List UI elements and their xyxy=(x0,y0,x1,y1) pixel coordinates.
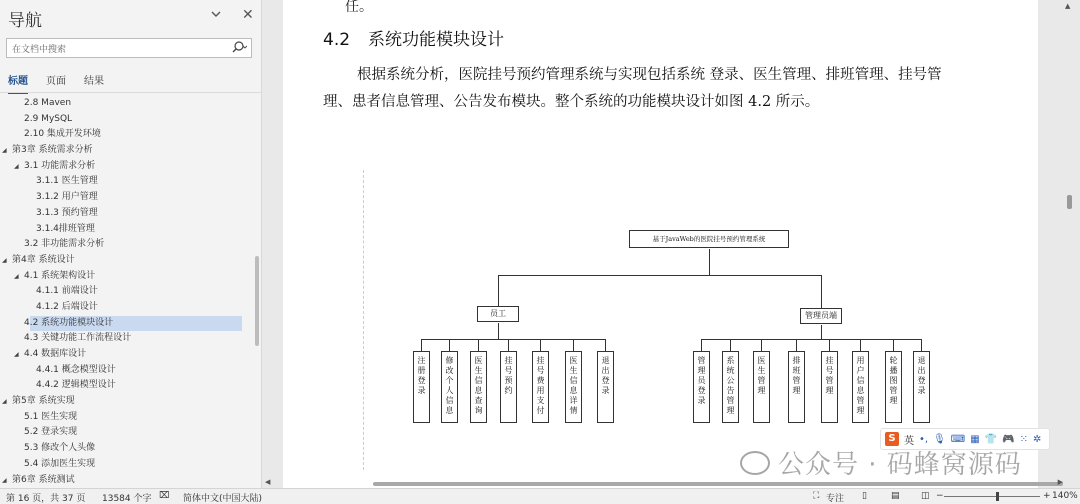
document-scroll-thumb[interactable] xyxy=(1067,195,1072,209)
navigation-pane xyxy=(0,0,262,488)
section-title: 系统功能模块设计 xyxy=(368,30,505,50)
connector-line xyxy=(421,339,422,351)
nav-heading-item[interactable] xyxy=(0,284,262,300)
zoom-out-icon[interactable]: − xyxy=(936,491,944,501)
diagram-leaf-staff: 医生信息查询 xyxy=(470,351,487,423)
scroll-left-icon[interactable]: ◀ xyxy=(265,478,271,486)
diagram-leaf-staff: 医生信息详情 xyxy=(565,351,582,423)
diagram-leaf-staff: 修改个人信息 xyxy=(441,351,458,423)
apps-icon[interactable]: ⁙ xyxy=(1019,433,1028,445)
connector-line xyxy=(540,339,541,351)
nav-heading-item[interactable] xyxy=(0,378,262,394)
connector-line xyxy=(498,275,821,276)
nav-heading-item[interactable] xyxy=(0,112,262,128)
focus-mode-button[interactable]: 专注 xyxy=(826,494,845,504)
divider xyxy=(0,92,262,93)
connector-line xyxy=(701,339,921,340)
connector-line xyxy=(829,339,830,351)
diagram-root-node: 基于JavaWeb的医院挂号预约管理系统 xyxy=(629,230,789,248)
nav-heading-item[interactable] xyxy=(0,222,262,238)
status-bar xyxy=(0,488,1080,504)
nav-heading-item[interactable] xyxy=(0,190,262,206)
zoom-level[interactable]: 140% xyxy=(1052,491,1078,501)
grid-icon[interactable]: ▦ xyxy=(970,433,980,445)
diagram-leaf-staff: 注册登录 xyxy=(413,351,430,423)
diagram-group-staff: 员工 xyxy=(477,306,519,322)
nav-heading-item[interactable] xyxy=(0,457,262,473)
connector-line xyxy=(921,339,922,351)
diagram-leaf-admin: 用户信息管理 xyxy=(852,351,869,423)
connector-line xyxy=(796,339,797,351)
connector-line xyxy=(498,323,499,339)
nav-heading-label: 4.3 关键功能工作流程设计 xyxy=(24,333,132,344)
nav-title: 导航 xyxy=(8,11,42,31)
nav-heading-label: 第5章 系统实现 xyxy=(12,396,75,407)
connector-line xyxy=(498,275,499,306)
nav-heading-label: 第6章 系统测试 xyxy=(12,474,75,485)
nav-heading-label: 3.1.3 预约管理 xyxy=(36,207,98,218)
heading-tree xyxy=(0,96,262,488)
expand-arrow-icon[interactable]: ◢ xyxy=(14,351,19,358)
connector-line xyxy=(478,339,479,351)
tab-pages[interactable]: 页面 xyxy=(46,76,66,87)
expand-arrow-icon[interactable]: ◢ xyxy=(14,162,19,170)
expand-arrow-icon[interactable]: ◢ xyxy=(14,272,19,280)
search-placeholder: 在文档中搜索 xyxy=(12,45,67,55)
nav-heading-label: 第4章 系统设计 xyxy=(12,254,75,265)
nav-heading-item[interactable] xyxy=(0,441,262,457)
proofing-icon[interactable]: ⌧ xyxy=(159,491,170,501)
diagram-leaf-admin: 管理员登录 xyxy=(693,351,710,423)
diagram-leaf-admin: 挂号管理 xyxy=(821,351,838,423)
nav-scrollbar[interactable] xyxy=(254,96,260,476)
nav-heading-label: 4.1.2 后端设计 xyxy=(36,301,98,312)
nav-heading-label: 5.2 登录实现 xyxy=(24,427,78,438)
nav-heading-item[interactable] xyxy=(0,269,262,285)
section-heading xyxy=(323,25,504,50)
punctuation-icon[interactable]: •, xyxy=(919,433,929,445)
tab-headings[interactable]: 标题 xyxy=(8,72,28,94)
nav-heading-item[interactable] xyxy=(0,473,262,489)
diagram-leaf-admin: 排班管理 xyxy=(788,351,805,423)
nav-heading-item[interactable] xyxy=(0,425,262,441)
connector-line xyxy=(605,339,606,351)
nav-heading-item[interactable] xyxy=(0,347,262,363)
body-paragraph: 根据系统分析，医院挂号预约管理系统与实现包括系统 登录、医生管理、排班管理、挂号管理、患者信息管理、公告发布模块。整个系统的功能模块设计如图 4.2 所示。 xyxy=(323,67,942,110)
search-icon[interactable] xyxy=(231,40,247,57)
diagram-leaf-admin: 退出登录 xyxy=(913,351,930,423)
nav-heading-label: 4.4.1 概念模型设计 xyxy=(36,364,116,375)
nav-heading-label: 5.4 添加医生实现 xyxy=(24,458,96,469)
nav-heading-item[interactable] xyxy=(24,316,242,332)
scroll-right-icon[interactable]: ▶ xyxy=(1057,478,1063,486)
nav-heading-label: 第3章 系统需求分析 xyxy=(12,145,93,156)
nav-heading-item[interactable] xyxy=(0,394,262,410)
connector-line xyxy=(449,339,450,351)
document-vertical-scrollbar[interactable] xyxy=(1063,0,1077,488)
nav-heading-label: 4.4.2 逻辑模型设计 xyxy=(36,380,116,391)
nav-tabs xyxy=(8,72,122,94)
nav-heading-label: 4.4 数据库设计 xyxy=(24,349,87,359)
connector-line xyxy=(709,249,710,275)
diagram-leaf-staff: 挂号预约 xyxy=(500,351,517,423)
close-icon[interactable]: ✕ xyxy=(242,7,254,23)
connector-line xyxy=(573,339,574,351)
nav-heading-label: 3.1.2 用户管理 xyxy=(36,192,98,203)
nav-heading-item[interactable] xyxy=(0,206,262,222)
keyboard-icon[interactable]: ⌨ xyxy=(950,433,966,445)
diagram-leaf-staff: 退出登录 xyxy=(597,351,614,423)
web-layout-icon[interactable]: ◫ xyxy=(921,491,930,501)
scroll-up-icon[interactable]: ▲ xyxy=(1065,2,1071,10)
diagram-leaf-staff: 挂号费用支付 xyxy=(532,351,549,423)
document-page xyxy=(283,0,1038,488)
nav-heading-label: 5.1 医生实现 xyxy=(24,411,78,422)
connector-line xyxy=(761,339,762,351)
page-count[interactable]: 第 16 页，共 37 页 xyxy=(6,494,86,504)
expand-arrow-icon[interactable]: ◢ xyxy=(2,476,7,484)
expand-arrow-icon[interactable]: ◢ xyxy=(2,398,7,406)
nav-heading-label: 4.1.1 前端设计 xyxy=(36,286,98,297)
watermark xyxy=(740,444,1022,481)
nav-heading-item[interactable] xyxy=(0,174,262,190)
nav-heading-label: 3.2 非功能需求分析 xyxy=(24,239,105,250)
nav-heading-item[interactable] xyxy=(0,237,262,253)
language-indicator[interactable]: 简体中文(中国大陆) xyxy=(183,494,263,504)
settings-icon[interactable]: ✲ xyxy=(1032,433,1042,445)
connector-line xyxy=(730,339,731,351)
zoom-slider-thumb[interactable] xyxy=(996,492,999,501)
connector-line xyxy=(821,325,822,339)
ime-language-toggle[interactable]: 英 xyxy=(904,435,914,447)
nav-heading-label: 3.1.1 医生管理 xyxy=(36,176,98,187)
function-module-diagram xyxy=(363,170,966,470)
nav-scroll-thumb[interactable] xyxy=(255,256,259,346)
search-input[interactable] xyxy=(6,38,252,58)
zoom-in-icon[interactable]: + xyxy=(1043,491,1051,501)
zoom-slider[interactable] xyxy=(944,496,1040,497)
read-mode-icon[interactable]: ▯ xyxy=(862,491,867,501)
connector-line xyxy=(821,275,822,308)
connector-line xyxy=(893,339,894,351)
microphone-icon[interactable]: 🎙 xyxy=(933,433,946,445)
nav-heading-label: 3.1 功能需求分析 xyxy=(24,160,96,171)
tab-results[interactable]: 结果 xyxy=(84,76,104,87)
focus-icon[interactable]: ⛶ xyxy=(813,491,820,501)
shirt-icon[interactable]: 👕 xyxy=(984,433,998,445)
print-layout-icon[interactable]: ▤ xyxy=(891,491,900,501)
section-number: 4.2 xyxy=(323,30,351,50)
nav-heading-item[interactable] xyxy=(0,300,262,316)
wechat-icon xyxy=(740,451,770,475)
gamepad-icon[interactable]: 🎮 xyxy=(1002,433,1015,445)
horizontal-scroll-thumb[interactable] xyxy=(373,482,1063,486)
nav-heading-label: 4.1 系统架构设计 xyxy=(24,270,96,281)
nav-heading-label: 4.2 系统功能模块设计 xyxy=(24,317,114,328)
document-area xyxy=(263,0,1080,488)
diagram-group-admin: 管理员端 xyxy=(800,308,842,324)
connector-line xyxy=(508,339,509,351)
diagram-leaf-admin: 医生管理 xyxy=(753,351,770,423)
diagram-leaf-admin: 轮播图管理 xyxy=(885,351,902,423)
nav-heading-item[interactable] xyxy=(0,253,262,269)
nav-heading-label: 5.3 修改个人头像 xyxy=(24,443,96,454)
nav-heading-label: 3.1.4排班管理 xyxy=(36,223,95,234)
chevron-down-icon[interactable] xyxy=(210,8,222,24)
nav-heading-item[interactable] xyxy=(0,96,262,112)
ime-logo[interactable]: S xyxy=(885,432,899,446)
nav-heading-item[interactable] xyxy=(0,331,262,347)
connector-line xyxy=(860,339,861,351)
expand-arrow-icon[interactable]: ◢ xyxy=(2,147,7,155)
diagram-leaf-admin: 系统公告管理 xyxy=(722,351,739,423)
previous-text-fragment: 任。 xyxy=(345,0,373,15)
connector-line xyxy=(701,339,702,351)
nav-heading-item[interactable] xyxy=(0,159,262,175)
nav-heading-item[interactable] xyxy=(0,363,262,379)
watermark-text: 公众号 · 码蜂窝源码 xyxy=(778,450,1022,480)
nav-heading-item[interactable] xyxy=(0,143,262,159)
nav-heading-label: 2.8 Maven xyxy=(24,98,72,108)
nav-heading-item[interactable] xyxy=(0,410,262,426)
word-count[interactable]: 13584 个字 xyxy=(102,494,152,504)
nav-heading-label: 2.10 集成开发环境 xyxy=(24,129,101,140)
nav-heading-item[interactable] xyxy=(0,127,262,143)
expand-arrow-icon[interactable]: ◢ xyxy=(2,256,7,264)
nav-heading-label: 2.9 MySQL xyxy=(24,113,73,124)
